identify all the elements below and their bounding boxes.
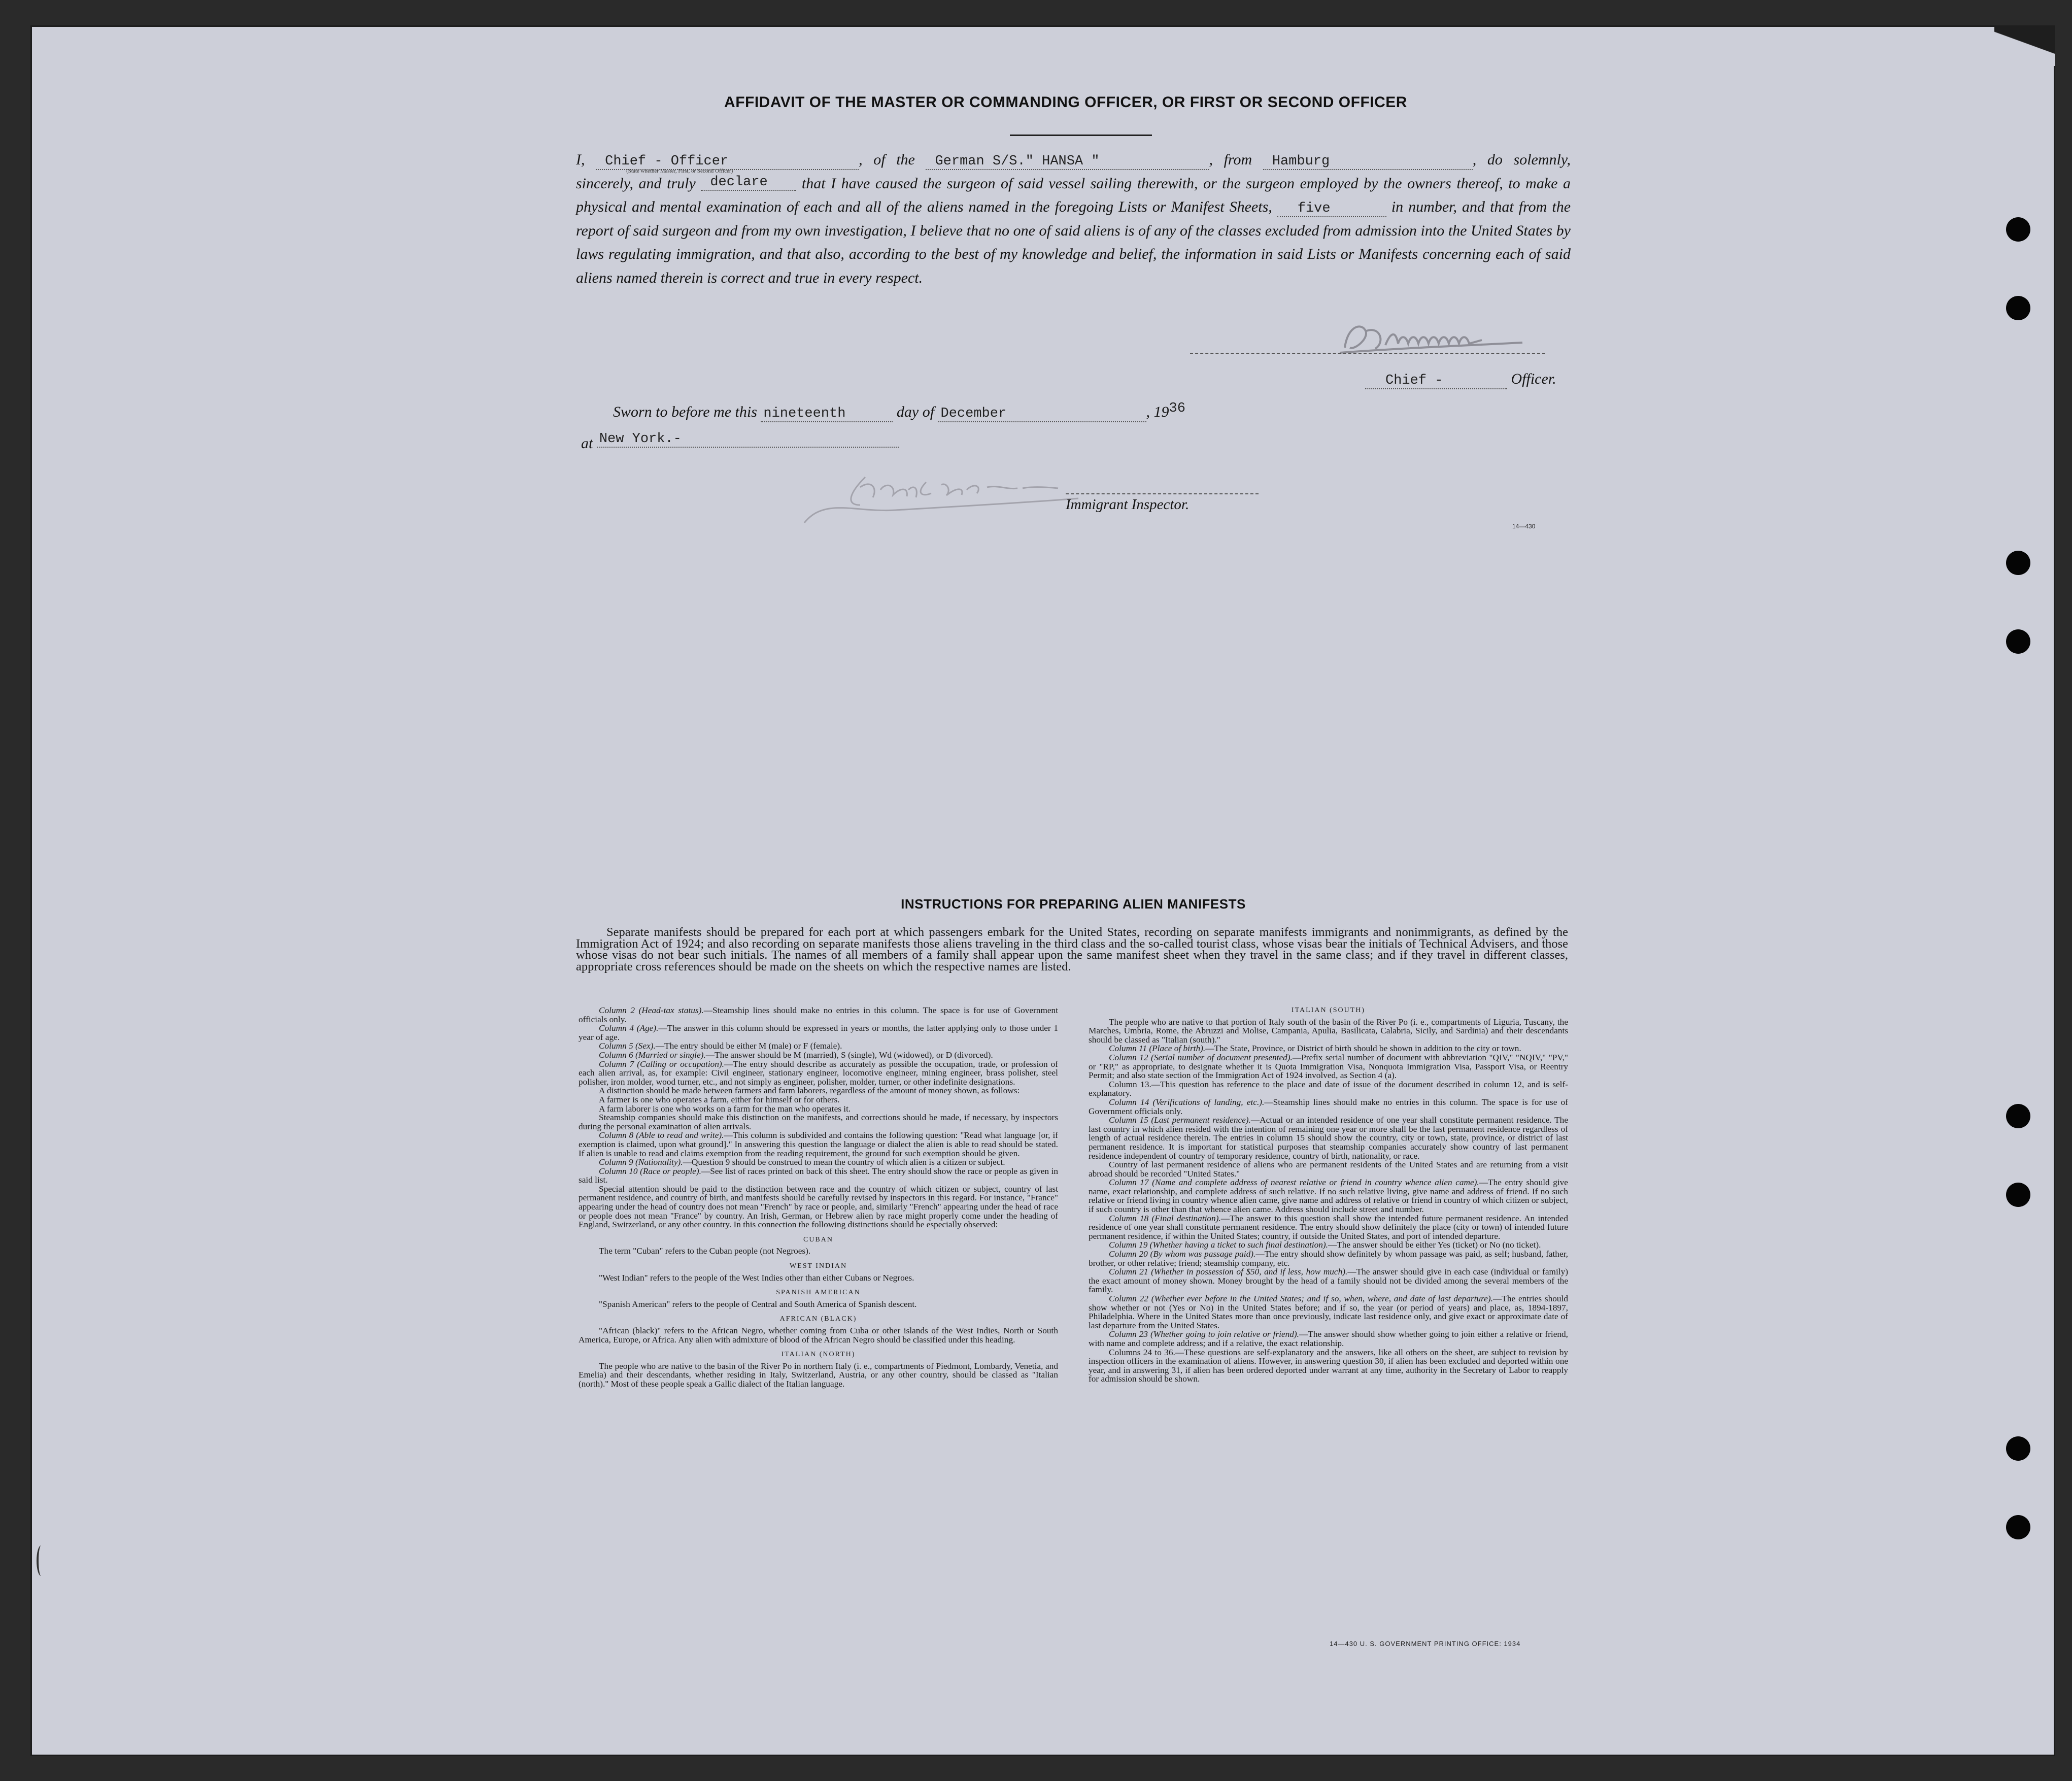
column-13-note: Column 13.—This question has reference to the place and date of issue of the document described in column 12, and is self-explanatory.: [1089, 1079, 1568, 1098]
column-23-note: Column 23 (Whether going to join relative or friend).—The answer should show whether going to join either a relative or friend, with name and complete address; and if a relative, the exact relationship.: [1089, 1329, 1569, 1348]
affidavit-text: I, Chief - Officer (State whether Master, First, or Second Officer) , of the German S/S." HANSA " , from Hamburg , do solemnly, sincerely, and truly declare that I have caused the surgeon of said vessel sailing therewith, or the surgeon employed by the owners thereof, to make a physical and mental examination of each and all of the aliens named in the foregoing Lists or Manifest Sheets, five in number, and that from the report of said surgeon and from my own investigation, I believe that no one of said aliens is of any of the classes excluded from admission into the United States by laws regulating immigration, and that also, according to the best of my knowledge and belief, the information in said Lists or Manifests concerning each of said aliens named therein is correct and true in every respect.: [576, 151, 1571, 286]
column-14-note: Column 14 (Verifications of landing, etc.).—Steamship lines should make no entries in this column. The space is for use of Government officials only.: [1089, 1097, 1568, 1116]
page-corner: [1994, 25, 2055, 66]
column-20-note: Column 20 (By whom was passage paid).—The entry should show definitely by whom passage was paid, as self; husband, father, brother, or other relative; friend; steamship company, etc.: [1089, 1249, 1569, 1268]
column-4-note: Column 4 (Age).—The answer in this column should be expressed in years or months, the latter applying only to those under 1 year of age.: [579, 1023, 1058, 1042]
master-signature-icon: [1330, 312, 1543, 363]
column-5-note: Column 5 (Sex).—The entry should be either M (male) or F (female).: [599, 1041, 842, 1051]
column-7-note: Column 7 (Calling or occupation).—The entry should describe as accurately as possible the occupation, trade, or profession of each alien arrival, as, for example: Civil engineer, stationary engineer, locomotive engineer, mining engineer, brass polisher, steel polisher, iron molder, wood turner, etc., and not simply as engineer, polisher, molder, turner, or other indefinite designations.: [579, 1059, 1058, 1087]
sheet-count-field: five: [1277, 201, 1386, 217]
affidavit-title: AFFIDAVIT OF THE MASTER OR COMMANDING OFFICER, OR FIRST OR SECOND OFFICER: [724, 94, 1407, 111]
sworn-month-field: December: [938, 406, 1146, 422]
punch-hole-icon: [2006, 629, 2030, 654]
sworn-place-field: New York.-: [597, 431, 899, 448]
special-attention-note: Special attention should be paid to the distinction between race and the country of which citizen or subject, country of last permanent residence, and country of birth, and manifests should be carefully revised by inspectors in this regard. For instance, "France" appearing under the head of country does not mean "French" by race or people, and, similarly "French" appearing under the head of race or people does not mean "France" by country. An Irish, German, or Hebrew alien by race might properly come under the heading of England, Switzerland, or any other country. In this connection the following distinctions should be especially observed:: [579, 1184, 1058, 1230]
column-2-note: Column 2 (Head-tax status).—Steamship lines should make no entries in this column. The space is for use of Government officials only.: [579, 1005, 1058, 1024]
farmer-definition: A farmer is one who operates a farm, either for himself or for others.: [599, 1094, 840, 1104]
instructions-intro: Separate manifests should be prepared for each port at which passengers embark for the United States, recording on separate manifests immigrants and nonimmigrants, as defined by the Immigration Act of 1924; and also recording on separate manifests those aliens traveling in the third class and the so-called tourist class, whose visas bear the initials of Technical Advisers, and those whose visas do not bear such initials. The names of all members of a family shall appear upon the same manifest sheet when they travel in the same class; and if they travel in different classes, appropriate cross references should be made on the sheets on which the respective names are listed.: [576, 925, 1568, 973]
punch-hole-icon: [2006, 1104, 2030, 1128]
punch-hole-icon: [2006, 296, 2030, 320]
title-rule: [1010, 135, 1152, 136]
instructions-left-column: [579, 1006, 1058, 1389]
farm-distinction: A distinction should be made between farmers and farm laborers, regardless of the amount of money shown, as follows:: [599, 1086, 1020, 1096]
punch-hole-icon: [2006, 217, 2030, 242]
italian-south-heading: ITALIAN (SOUTH): [1291, 1006, 1366, 1014]
cuban-text: The term "Cuban" refers to the Cuban people (not Negroes).: [599, 1246, 811, 1256]
west-indian-text: "West Indian" refers to the people of the West Indies other than either Cubans or Negroes.: [599, 1272, 914, 1283]
column-9-note: Column 9 (Nationality).—Question 9 should be construed to mean the country of which alien is a citizen or subject.: [599, 1157, 1005, 1167]
form-number: 14—430: [1512, 523, 1536, 530]
rank-note: (State whether Master, First, or Second Officer): [626, 168, 733, 174]
sworn-place-line: at New York.-: [581, 431, 987, 452]
sworn-day-field: nineteenth: [761, 406, 893, 422]
inspector-label: Immigrant Inspector.: [1066, 493, 1259, 515]
column-22-note: Column 22 (Whether ever before in the United States; and if so, when, where, and date of last departure).—The entries should show whether or not (Yes or No) in the United States before; and if so, the year (or period of years) and place, as, 1894-1897, Philadelphia. Where in the United States more than once previously, indicate last residence only, and give exact or approximate date of last departure from the United States.: [1089, 1294, 1568, 1330]
african-text: "African (black)" refers to the African Negro, whether coming from Cuba or other islands of the West Indies, North or South America, Europe, or Africa. Any alien with admixture of blood of the African Negro should be classified under this heading.: [579, 1326, 1058, 1345]
officer-rank-line: [1365, 371, 1568, 389]
edge-mark: [37, 1545, 46, 1576]
officer-suffix: Officer.: [1511, 371, 1556, 387]
steamship-note: Steamship companies should make this distinction on the manifests, and corrections should be made, if necessary, by inspectors during the personal examination of alien arrivals.: [579, 1113, 1058, 1131]
african-heading: AFRICAN (BLACK): [779, 1315, 857, 1323]
sworn-line: Sworn to before me this nineteenth day of December , 1936: [613, 401, 1185, 421]
vessel-field: German S/S." HANSA ": [926, 154, 1209, 170]
punch-hole-icon: [2006, 1183, 2030, 1207]
west-indian-heading: WEST INDIAN: [789, 1262, 847, 1270]
italian-north-heading: ITALIAN (NORTH): [781, 1351, 856, 1359]
punch-hole-icon: [2006, 551, 2030, 575]
officer-rank-field: Chief - Officer (State whether Master, First, or Second Officer): [596, 154, 859, 170]
column-15-note: Column 15 (Last permanent residence).—Actual or an intended residence of one year shall constitute permanent residence. The last country in which alien resided with the intention of remaining one year or more shall be the last permanent residence regardless of length of actual residence therein. The entries in column 15 should show the country, city or town, state, province, or district of last permanent residence. It is important for statistical purposes that steamship companies accurately show country of last permanent residence independent of country of temporary residence, country of birth, nationality, or race.: [1089, 1115, 1568, 1161]
italian-north-text: The people who are native to the basin of the River Po in northern Italy (i. e., compartments of Piedmont, Lombardy, Venetia, and Emelia) and their descendants, whether residing in Italy, Switzerland, Austria, or any other country, should be classed as "Italian (north)." Most of these people speak a Gallic dialect of the Italian language.: [579, 1361, 1058, 1389]
punch-hole-icon: [2006, 1515, 2030, 1539]
italian-south-text: The people who are native to that portion of Italy south of the basin of the River Po (i. e., compartments of Liguria, Tuscany, the Marches, Umbria, Rome, the Abruzzi and Molise, Campania, Apulia, Basilicata, Calabria, Sicily, and Sardinia) and their descendants should be classed as "Italian (south).": [1089, 1017, 1568, 1045]
column-6-note: Column 6 (Married or single).—The answer should be M (married), S (single), Wd (widowed), or D (divorced).: [599, 1050, 993, 1060]
cuban-heading: CUBAN: [803, 1235, 833, 1244]
printing-office-footer: 14—430 U. S. GOVERNMENT PRINTING OFFICE: 1934: [1330, 1640, 1521, 1648]
spanish-american-text: "Spanish American" refers to the people of Central and South America of Spanish descent.: [599, 1299, 917, 1309]
column-18-note: Column 18 (Final destination).—The answer to this question shall show the intended future permanent residence. An intended residence of one year shall constitute permanent residence. The entry should show definitely the place (city or town) of intended future permanent residence, if within the United States; country, if outside the United States, and port of intended departure.: [1089, 1213, 1568, 1241]
column-12-note: Column 12 (Serial number of document presented).—Prefix serial number of document with abbreviation "QIV," "NQIV," "PV," or "RP," as appropriate, to designate whether it is Quota Immigration Visa, Nonquota Immigration Visa, Passport Visa, or Reentry Permit; and also state section of the Immigration Act of 1924 involved, as Section 4 (a).: [1089, 1052, 1568, 1081]
manifest-page: [30, 25, 2055, 1756]
port-field: Hamburg: [1263, 154, 1473, 170]
column-19-note: Column 19 (Whether having a ticket to such final destination).—The answer should be either Yes (ticket) or No (no ticket).: [1109, 1240, 1541, 1250]
verb-field: declare: [701, 175, 796, 191]
columns-24-36-note: Columns 24 to 36.—These questions are self-explanatory and the answers, like all others on the sheet, are subject to revision by inspection officers in the examination of aliens. However, in answering question 30, if alien has been excluded and deported within one year, and in answering 31, if alien has been ordered deported under warrant at any time, authority in the Secretary of Labor to reapply for admission should be shown.: [1089, 1347, 1568, 1384]
instructions-right-column: [1089, 1006, 1568, 1384]
country-residence-note: Country of last permanent residence of aliens who are permanent residents of the United States and are returning from a visit abroad should be recorded "United States.": [1089, 1160, 1568, 1179]
spanish-american-heading: SPANISH AMERICAN: [776, 1289, 861, 1297]
column-17-note: Column 17 (Name and complete address of nearest relative or friend in country whence alien came).—The entry should give name, exact relationship, and complete address of such relative. If no such relative living, give name and address of friend. If no such relative or friend living in country whence alien came, give name and address of relative or friend in country of which citizen or subject, if such country is other than that whence alien came. Address should include street and number.: [1089, 1178, 1568, 1215]
punch-hole-icon: [2006, 1436, 2030, 1461]
column-10-note: Column 10 (Race or people).—See list of races printed on back of this sheet. The entry should show the race or people as given in said list.: [579, 1166, 1059, 1185]
master-signature-line: [1190, 353, 1545, 354]
column-11-note: Column 11 (Place of birth).—The State, Province, or District of birth should be shown in addition to the city or town.: [1109, 1044, 1521, 1054]
column-8-note: Column 8 (Able to read and write).—This column is subdivided and contains the following question: "Read what language [or, if exemption is claimed, upon what ground]." In answering this question the language or dialect the alien is able to read should be stated. If alien is unable to read and claims exemption from the reading requirement, the ground for such exemption should be given.: [579, 1130, 1058, 1158]
sworn-year-field: 36: [1169, 401, 1185, 416]
signer-rank-field: Chief -: [1365, 373, 1507, 389]
column-21-note: Column 21 (Whether in possession of $50, and if less, how much).—The answer should give in each case (individual or family) the exact amount of money shown. Money brought by the head of a family should not be divided among the several members of the family.: [1089, 1267, 1568, 1295]
farm-laborer-definition: A farm laborer is one who works on a farm for the man who operates it.: [599, 1103, 851, 1114]
instructions-title: INSTRUCTIONS FOR PREPARING ALIEN MANIFESTS: [901, 896, 1246, 912]
